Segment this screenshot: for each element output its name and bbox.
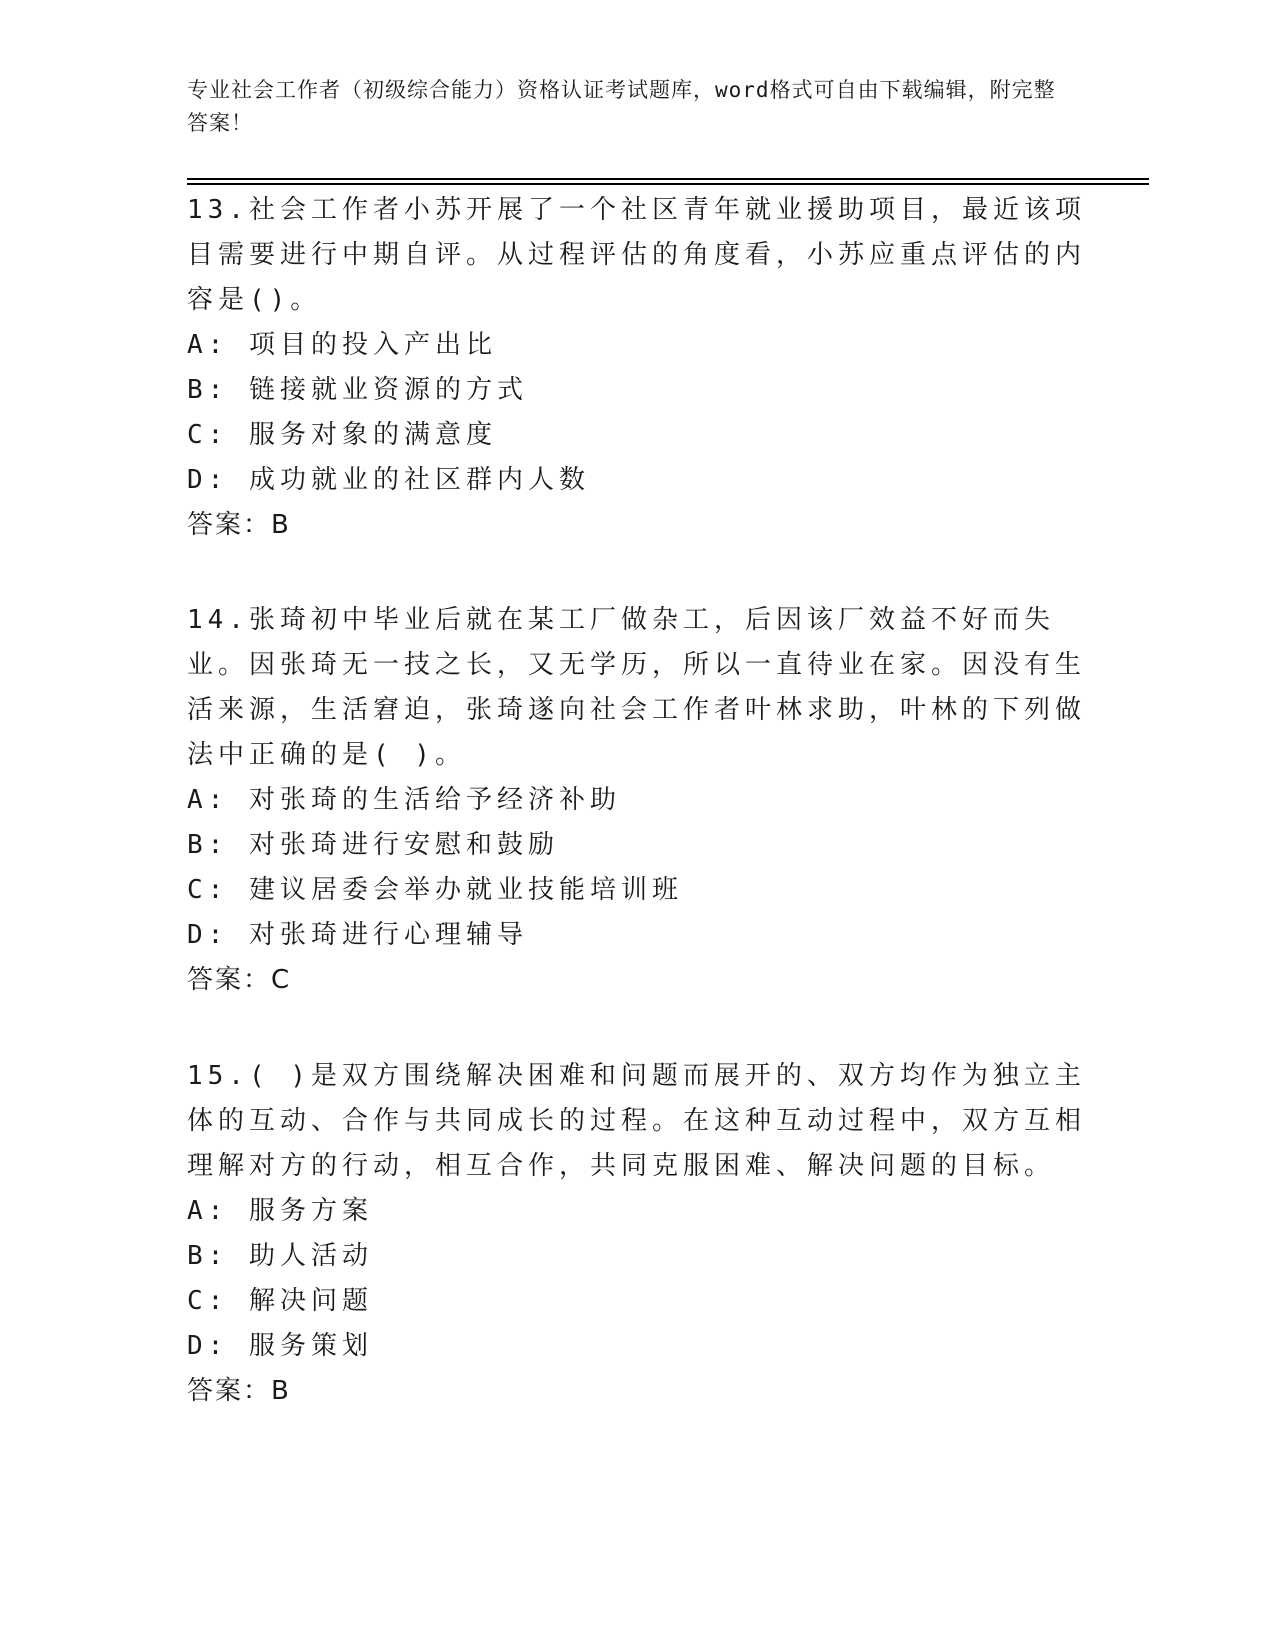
question-15	[187, 1054, 1087, 1414]
option-a: A: 项目的投入产出比	[187, 330, 497, 360]
header-rule-top	[187, 178, 1149, 180]
option-d: D: 服务策划	[187, 1331, 373, 1361]
option-a: A: 服务方案	[187, 1196, 373, 1226]
question-13	[187, 188, 1087, 548]
header-rule-bottom	[187, 183, 1149, 185]
option-a: A: 对张琦的生活给予经济补助	[187, 785, 621, 815]
option-b: B: 对张琦进行安慰和鼓励	[187, 830, 559, 860]
option-c: C: 建议居委会举办就业技能培训班	[187, 875, 683, 905]
option-d: D: 成功就业的社区群内人数	[187, 465, 590, 495]
answer-label: 答案：B	[187, 510, 291, 540]
option-b: B: 助人活动	[187, 1241, 373, 1271]
option-c: C: 解决问题	[187, 1286, 373, 1316]
question-14	[187, 598, 1087, 1003]
question-stem: 15.( )是双方围绕解决困难和问题而展开的、双方均作为独立主体的互动、合作与共同成长的过程。在这种互动过程中，双方互相理解对方的行动，相互合作，共同克服困难、解决问题的目标。	[187, 1061, 1087, 1181]
question-stem: 13.社会工作者小苏开展了一个社区青年就业援助项目，最近该项目需要进行中期自评。从过程评估的角度看，小苏应重点评估的内容是()。	[187, 195, 1087, 315]
option-c: C: 服务对象的满意度	[187, 420, 497, 450]
option-b: B: 链接就业资源的方式	[187, 375, 528, 405]
question-stem: 14.张琦初中毕业后就在某工厂做杂工，后因该厂效益不好而失业。因张琦无一技之长，又无学历，所以一直待业在家。因没有生活来源，生活窘迫，张琦遂向社会工作者叶林求助，叶林的下列做法中正确的是( )。	[187, 605, 1087, 770]
answer-label: 答案：C	[187, 965, 292, 995]
option-d: D: 对张琦进行心理辅导	[187, 920, 528, 950]
document-header: 专业社会工作者（初级综合能力）资格认证考试题库，word格式可自由下载编辑，附完整答案！	[187, 78, 1056, 135]
answer-label: 答案：B	[187, 1376, 291, 1406]
